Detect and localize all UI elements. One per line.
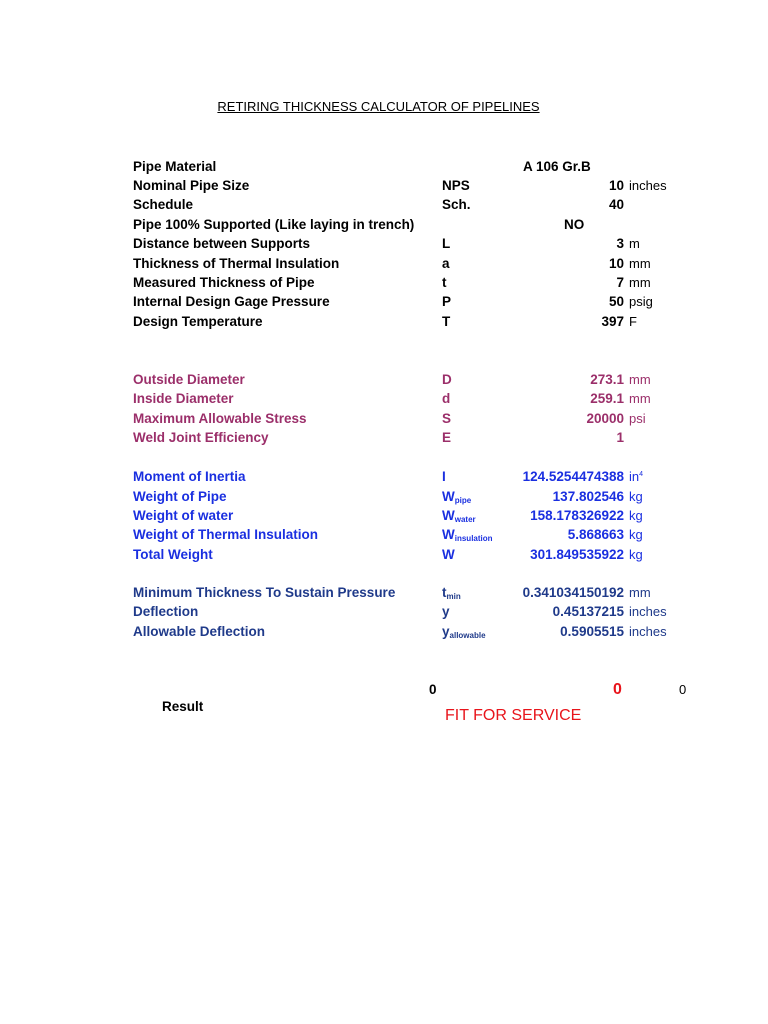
nps-symbol: NPS [442, 178, 470, 193]
insulation-unit: mm [629, 256, 651, 271]
inertia-unit: $in^4$ [629, 469, 644, 484]
row-weight-of-insulation [0, 527, 768, 545]
id-unit: mm [629, 391, 651, 406]
nps-value[interactable]: 10 [608, 178, 624, 193]
tmin-symbol: $t_{min}$ [442, 585, 461, 601]
stress-symbol: S [442, 411, 452, 426]
stress-unit: psi [629, 411, 646, 426]
water-weight-label: Weight of water [133, 508, 234, 523]
page-title: RETIRING THICKNESS CALCULATOR OF PIPELINES [217, 99, 540, 114]
row-weight-of-water [0, 508, 768, 526]
total-weight-symbol: W [442, 547, 455, 562]
deflection-value: 0.45137215 [552, 604, 624, 619]
insulation-value[interactable]: 10 [608, 256, 624, 271]
supported-label: Pipe 100% Supported (Like laying in trench) [133, 217, 415, 232]
id-value: 259.1 [590, 391, 624, 406]
row-insulation [0, 256, 768, 274]
row-schedule [0, 197, 768, 215]
inertia-label: Moment of Inertia [133, 469, 246, 484]
inertia-symbol: I [442, 469, 446, 484]
id-symbol: d [442, 391, 451, 406]
row-temperature [0, 314, 768, 332]
row-distance [0, 236, 768, 254]
temperature-value[interactable]: 397 [601, 314, 624, 329]
row-deflection [0, 604, 768, 622]
deflection-unit: inches [629, 604, 667, 619]
insulation-symbol: a [442, 256, 450, 271]
insulation-weight-symbol: $W_{insulation}$ [442, 527, 493, 543]
pipe-material-label: Pipe Material [133, 159, 217, 174]
total-weight-label: Total Weight [133, 547, 213, 562]
water-weight-symbol: $W_{water}$ [442, 508, 476, 524]
weld-symbol: E [442, 430, 452, 445]
row-inside-diameter [0, 391, 768, 409]
row-supported [0, 217, 768, 235]
row-allowable-stress [0, 411, 768, 429]
insulation-weight-label: Weight of Thermal Insulation [133, 527, 319, 542]
pipe-weight-unit: kg [629, 489, 643, 504]
inertia-value: 124.5254474388 [522, 469, 624, 484]
total-weight-value: 301.849535922 [530, 547, 624, 562]
distance-unit: m [629, 236, 640, 251]
measured-unit: mm [629, 275, 651, 290]
measured-label: Measured Thickness of Pipe [133, 275, 315, 290]
water-weight-unit: kg [629, 508, 643, 523]
row-pipe-material [0, 159, 768, 177]
measured-symbol: t [442, 275, 447, 290]
schedule-value[interactable]: 40 [608, 197, 624, 212]
result-label: Result [162, 699, 204, 714]
allowable-deflection-label: Allowable Deflection [133, 624, 266, 639]
weld-value: 1 [616, 430, 624, 445]
pressure-value[interactable]: 50 [608, 294, 624, 309]
allowable-deflection-unit: inches [629, 624, 667, 639]
deflection-label: Deflection [133, 604, 199, 619]
result-flag-right: 0 [679, 682, 687, 697]
nps-unit: inches [629, 178, 667, 193]
od-value: 273.1 [590, 372, 624, 387]
row-weight-of-pipe [0, 489, 768, 507]
result-flag-left: 0 [429, 682, 437, 697]
insulation-weight-value: 5.868663 [567, 527, 624, 542]
row-nps [0, 178, 768, 196]
row-moment-of-inertia [0, 469, 768, 487]
supported-value[interactable]: NO [564, 217, 585, 232]
id-label: Inside Diameter [133, 391, 234, 406]
pipe-weight-value: 137.802546 [552, 489, 624, 504]
schedule-symbol: Sch. [442, 197, 471, 212]
pipe-weight-symbol: $W_{pipe}$ [442, 489, 472, 505]
tmin-value: 0.341034150192 [522, 585, 624, 600]
row-allowable-deflection [0, 624, 768, 642]
insulation-weight-unit: kg [629, 527, 643, 542]
pipe-material-value[interactable]: A 106 Gr.B [523, 159, 591, 174]
allowable-deflection-symbol: $y_{allowable}$ [442, 624, 486, 640]
distance-symbol: L [442, 236, 451, 251]
od-unit: mm [629, 372, 651, 387]
schedule-label: Schedule [133, 197, 194, 212]
temperature-label: Design Temperature [133, 314, 263, 329]
od-label: Outside Diameter [133, 372, 245, 387]
insulation-label: Thickness of Thermal Insulation [133, 256, 340, 271]
deflection-symbol: y [442, 604, 450, 619]
pressure-label: Internal Design Gage Pressure [133, 294, 330, 309]
row-outside-diameter [0, 372, 768, 390]
row-measured [0, 275, 768, 293]
pressure-unit: psig [629, 294, 653, 309]
tmin-unit: mm [629, 585, 651, 600]
total-weight-unit: kg [629, 547, 643, 562]
row-pressure [0, 294, 768, 312]
water-weight-value: 158.178326922 [530, 508, 624, 523]
allowable-deflection-value: 0.5905515 [560, 624, 624, 639]
row-min-thickness [0, 585, 768, 603]
measured-value[interactable]: 7 [616, 275, 624, 290]
distance-label: Distance between Supports [133, 236, 311, 251]
pipe-weight-label: Weight of Pipe [133, 489, 227, 504]
temperature-unit: F [629, 314, 637, 329]
od-symbol: D [442, 372, 452, 387]
stress-value: 20000 [586, 411, 624, 426]
row-weld-efficiency [0, 430, 768, 448]
row-total-weight [0, 547, 768, 565]
stress-label: Maximum Allowable Stress [133, 411, 307, 426]
temperature-symbol: T [442, 314, 451, 329]
weld-label: Weld Joint Efficiency [133, 430, 269, 445]
distance-value[interactable]: 3 [616, 236, 624, 251]
nps-label: Nominal Pipe Size [133, 178, 250, 193]
tmin-label: Minimum Thickness To Sustain Pressure [133, 585, 396, 600]
result-flag-red: 0 [613, 681, 622, 698]
pressure-symbol: P [442, 294, 452, 309]
result-status: FIT FOR SERVICE [445, 707, 582, 724]
